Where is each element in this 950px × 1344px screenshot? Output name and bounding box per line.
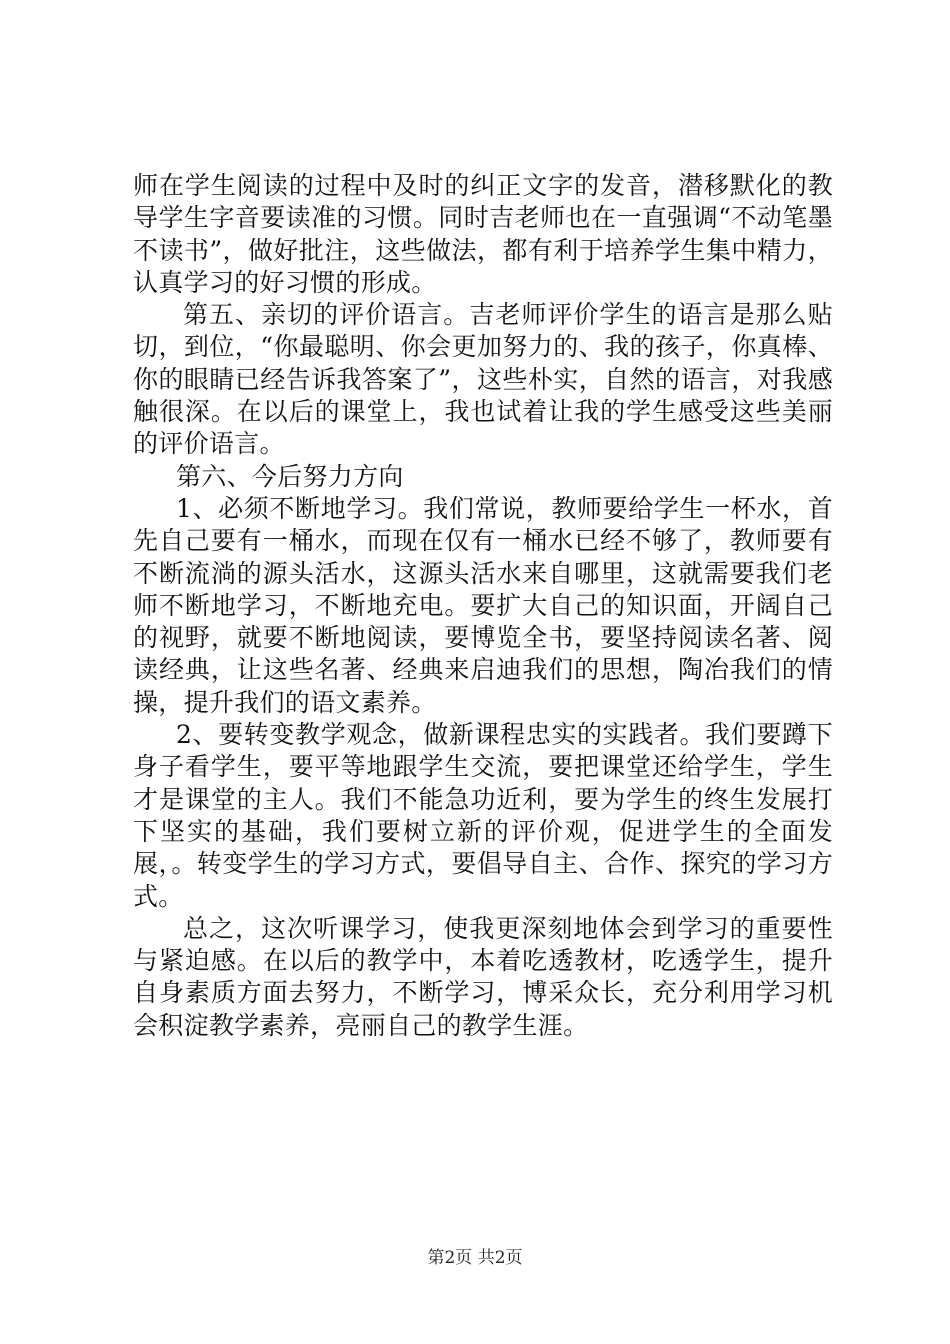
paragraph-change-teaching-concept: 2、要转变教学观念，做新课程忠实的实践者。我们要蹲下身子看学生，要平等地跟学生交流，要把课堂还给学生，学生才是课堂的主人。我们不能急功近利，要为学生的终生发展打下坚实的基础，我们要树立新的评价观，促进学生的全面发展，。转变学生的学习方式，要倡导自主、合作、探究的学习方式。 bbox=[133, 720, 833, 911]
paragraph-conclusion: 总之，这次听课学习，使我更深刻地体会到学习的重要性与紧迫感。在以后的教学中，本着吃透教材，吃透学生，提升自身素质方面去努力，不断学习，博采众长，充分利用学习机会积淀教学素养，亮丽自己的教学生涯。 bbox=[133, 913, 833, 1040]
paragraph-continuation: 师在学生阅读的过程中及时的纠正文字的发音，潜移默化的教导学生字音要读准的习惯。同时吉老师也在一直强调“不动笔墨不读书”，做好批注，这些做法，都有利于培养学生集中精力，认真学习的好习惯的形成。 bbox=[133, 171, 833, 297]
paragraph-evaluation-language: 第五、亲切的评价语言。吉老师评价学生的语言是那么贴切，到位，“你最聪明、你会更加努力的、我的孩子，你真棒、你的眼睛已经告诉我答案了”，这些朴实，自然的语言，对我感触很深。在以后的课堂上，我也试着让我的学生感受这些美丽的评价语言。 bbox=[133, 300, 833, 459]
paragraph-future-direction-heading: 第六、今后努力方向 bbox=[176, 461, 404, 491]
page-footer: 第2页 共2页 bbox=[427, 1248, 523, 1268]
document-body bbox=[133, 170, 833, 1042]
paragraph-keep-learning: 1、必须不断地学习。我们常说，教师要给学生一杯水，首先自己要有一桶水，而现在仅有一桶水已经不够了，教师要有不断流淌的源头活水，这源头活水来自哪里，这就需要我们老师不断地学习，不断地充电。要扩大自己的知识面，开阔自己的视野，就要不断地阅读，要博览全书，要坚持阅读名著、阅读经典，让这些名著、经典来启迪我们的思想，陶冶我们的情操，提升我们的语文素养。 bbox=[133, 493, 833, 717]
